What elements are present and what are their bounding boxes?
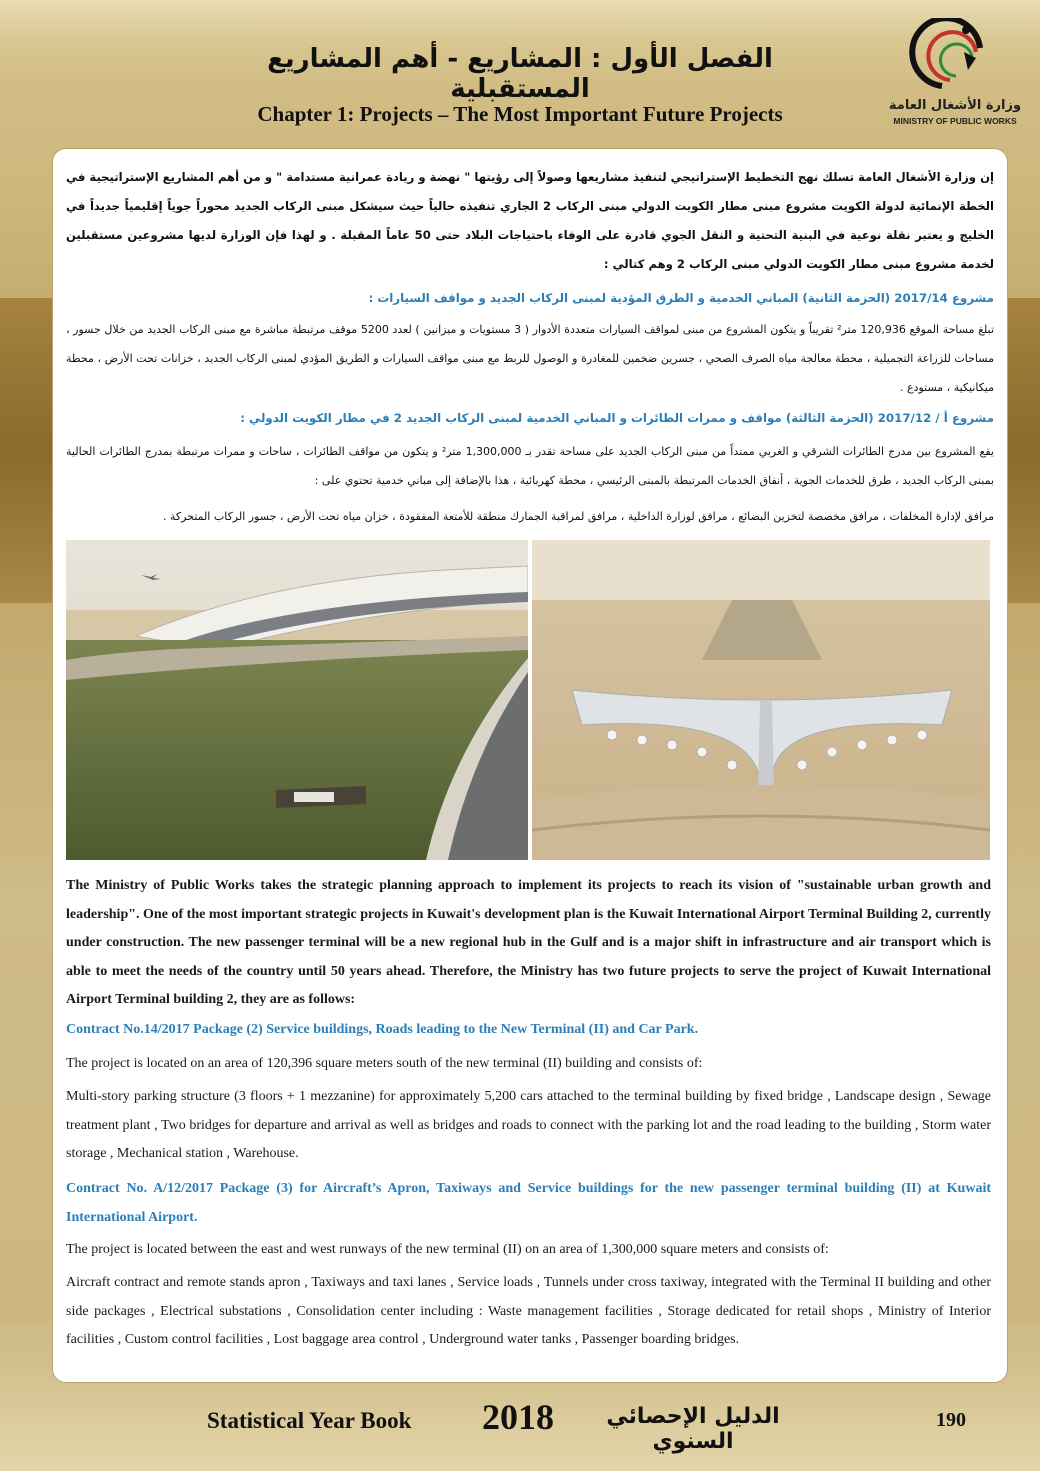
terminal-aerial-rendering (532, 540, 990, 860)
arabic-project2-body: يقع المشروع بين مدرج الطائرات الشرقي و الغربي ممتداً من مبنى الركاب الجديد على مساحة تقدر بـ 1,300,000 متر² و يتكون من مواقف الطائرات ، ساحات و ممرات مرتبطة بمدرج الطائرات الحالية بمبنى الركاب الجديد ، طرق للخدمات الجوية ، أنفاق الخدمات المرتبطة بالمبنى الرئيسي ، محطة كهربائية ، هذا بالإضافة إلى مباني خدمية تحتوي على : (66, 445, 994, 487)
ministry-name-english: MINISTRY OF PUBLIC WORKS (893, 116, 1017, 126)
footer-title-arabic: الدليل الإحصائي السنوي (606, 1404, 780, 1454)
english-contract2-location: The project is located between the east and west runways of the new terminal (II) on an area of 1,300,000 square meters and consists of: (66, 1242, 829, 1257)
arabic-project2-title: مشروع أ / 2017/12 (الحزمة الثالثة) مواقف و ممرات الطائرات و المباني الخدمية لمبنى الركاب الجديد 2 في مطار الكويت الدولي : (240, 411, 994, 425)
ministry-emblem-icon (880, 18, 1030, 98)
english-contract1-items: Multi-story parking structure (3 floors + 1 mezzanine) for approximately 5,200 cars attached to the terminal building by fixed bridge , Landscape design , Sewage treatment plant , Two bridges for departure and arrival as well as bridges and roads to connect with the parking lot and the road leading to the building , Storm water storage , Mechanical station , Warehouse. (66, 1089, 991, 1161)
ministry-name-arabic: وزارة الأشغال العامة (888, 98, 1022, 113)
footer-year: 2018 (482, 1397, 554, 1437)
english-contract2-title: Contract No. A/12/2017 Package (3) for Aircraft’s Apron, Taxiways and Service buildings for the new passenger terminal building (II) at Kuwait International Airport. (66, 1181, 991, 1225)
english-contract1-location: The project is located on an area of 120,396 square meters south of the new terminal (II) building and consists of: (66, 1056, 703, 1071)
arabic-intro-paragraph: إن وزارة الأشغال العامة تسلك نهج التخطيط الإستراتيجي لتنفيذ مشاريعها وصولاً إلى رؤيتها " نهضة و ريادة عمرانية مستدامة " و من أهم المشاريع الإستراتيجية في الخطة الإنمائية لدولة الكويت مشروع مبنى مطار الكويت الدولي مبنى الركاب 2 الجاري تنفيذه حالياً حيث سيشكل مبنى الركاب الجديد محوراً جوياً إقليمياً جديداً في الخليج و يعتبر نقلة نوعية في البنية التحتية و النقل الجوي قادرة على الوفاء باحتياجات البلاد حتى 50 عاماً المقبلة . و لهذا فإن الوزارة لديها مشروعين مستقبلين لخدمة مشروع مبنى مطار الكويت الدولي مبنى الركاب 2 وهم كتالي : (66, 170, 995, 271)
arabic-project2-facilities: مرافق لإدارة المخلفات ، مرافق مخصصة لتخزين البضائع ، مرافق لوزارة الداخلية ، مرافق لمراقبة الجمارك منطقة للأمتعة المفقودة ، خزان مياه تحت الأرض ، جسور الركاب المتحركة . (162, 510, 994, 523)
arabic-project1-body: تبلغ مساحة الموقع 120,936 متر² تقريباً و يتكون المشروع من مبنى لمواقف السيارات متعددة الأدوار ( 3 مستويات و ميزانين ) لعدد 5200 موقف مرتبطة مباشرة مع مبنى الركاب الجديد من خلال جسور ، مساحات للزراعة التجميلية ، محطة معالجة مياه الصرف الصحي ، جسرين ضخمين للمغادرة و الوصول للربط مع مبنى مواقف السيارات و الطريق المؤدي لمبنى الركاب الجديد ، خزانات تحت الأرض ، محطة ميكانيكية ، مستودع . (66, 323, 994, 394)
english-intro-paragraph: The Ministry of Public Works takes the strategic planning approach to implement its projects to reach its vision of "sustainable urban growth and leadership". One of the most important strategic projects in Kuwait's development plan is the Kuwait International Airport Terminal Building 2, currently under construction. The new passenger terminal will be a new regional hub in the Gulf and is a major shift in infrastructure and air transport which is able to meet the needs of the country until 50 years ahead. Therefore, the Ministry has two future projects to serve the project of Kuwait International Airport Terminal building 2, they are as follows: (66, 878, 991, 1007)
chapter-title-english: Chapter 1: Projects – The Most Important Future Projects (257, 102, 783, 126)
page-number: 190 (936, 1409, 966, 1431)
chapter-title-arabic: الفصل الأول : المشاريع - أهم المشاريع المستقبلية (267, 44, 773, 104)
ministry-logo (880, 18, 1030, 130)
terminal-road-rendering (66, 540, 528, 860)
footer-title-english: Statistical Year Book (207, 1408, 412, 1433)
english-contract2-items: Aircraft contract and remote stands apron , Taxiways and taxi lanes , Service loads , Tunnels under cross taxiway, integrated with the Terminal II building and other side packages , Electrical substations , Consolidation center including : Waste management facilities , Storage dedicated for retail shops , Ministry of Interior facilities , Custom control facilities , Lost baggage area control , Underground water tanks , Passenger boarding bridges. (66, 1275, 991, 1347)
arabic-project1-title: مشروع 2017/14 (الحزمة الثانية) المباني الخدمية و الطرق المؤدية لمبنى الركاب الجديد و مواقف السيارات : (368, 291, 994, 305)
english-contract1-title: Contract No.14/2017 Package (2) Service buildings, Roads leading to the New Terminal (II) and Car Park. (66, 1022, 699, 1037)
